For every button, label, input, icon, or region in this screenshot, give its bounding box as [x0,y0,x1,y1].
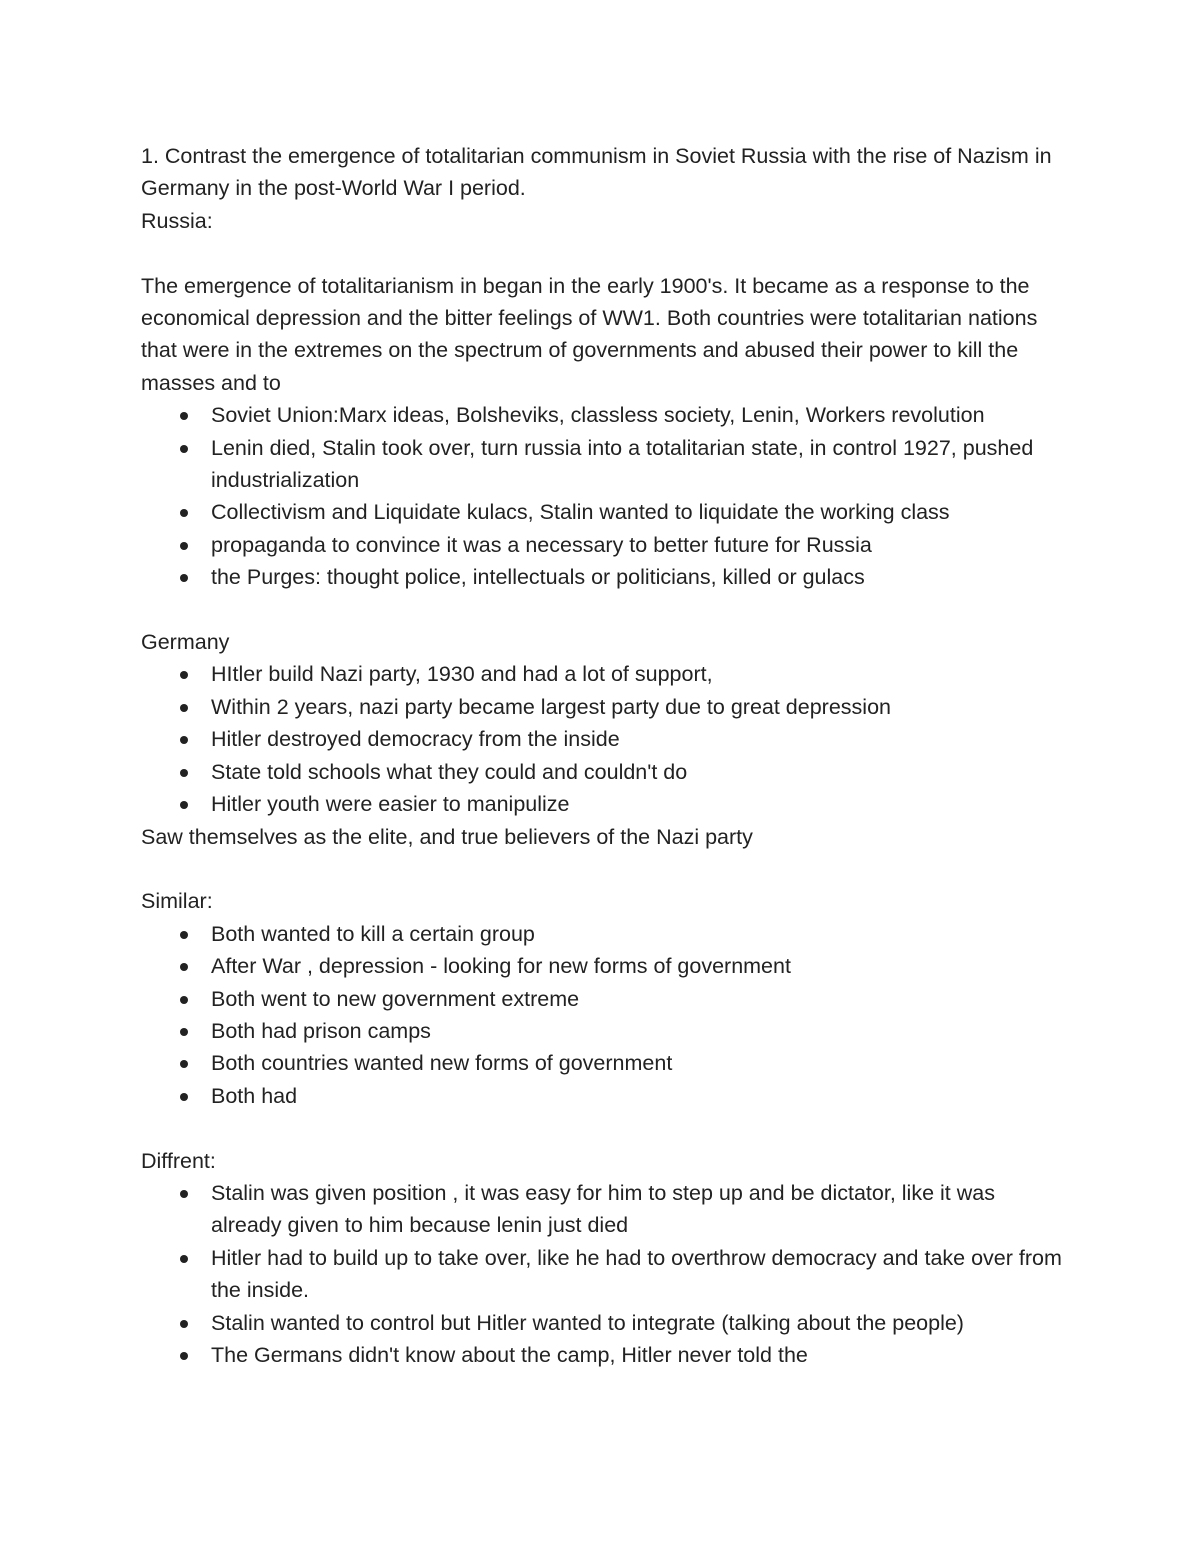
list-item-text: HItler build Nazi party, 1930 and had a lot of support, [211,662,713,687]
germany-heading: Germany [141,630,230,655]
list-item-text: Lenin died, Stalin took over, turn russia into a totalitarian state, in control 1927, pushed industrialization [211,435,1034,493]
bullet-icon [180,574,188,582]
list-item-text: Hitler youth were easier to manipulize [211,792,570,817]
bullet-icon [180,542,188,550]
bullet-icon [180,1190,188,1198]
list-item-text: Both countries wanted new forms of government [211,1051,673,1076]
bullet-icon [180,1093,188,1101]
list-item-text: Collectivism and Liquidate kulacs, Stalin wanted to liquidate the working class [211,500,950,525]
spacer [141,594,1071,626]
germany-closing: Saw themselves as the elite, and true believers of the Nazi party [141,824,753,849]
bullet-icon [180,769,188,777]
list-item [141,918,1071,950]
different-bullet-list [141,1177,1071,1371]
list-item [141,399,1071,431]
bullet-icon [180,1320,188,1328]
russia-paragraph: The emergence of totalitarianism in began in the early 1900's. It became as a response to the economical depression and the bitter feelings of WW1. Both countries were totalitarian nations that were in the extremes on the spectrum of governments and abused their power to kill the masses and to [141,273,1038,395]
bullet-icon [180,963,188,971]
list-item [141,1307,1071,1339]
list-item-text: Stalin was given position , it was easy for him to step up and be dictator, like it was already given to him because lenin just died [211,1180,995,1238]
list-item [141,950,1071,982]
list-item [141,1015,1071,1047]
list-item [141,432,1071,497]
germany-bullet-list [141,658,1071,820]
spacer [141,853,1071,885]
bullet-icon [180,509,188,517]
list-item-text: Both had prison camps [211,1018,431,1043]
list-item [141,1339,1071,1371]
list-item-text: Within 2 years, nazi party became largest party due to great depression [211,694,891,719]
list-item [141,756,1071,788]
bullet-icon [180,931,188,939]
spacer [141,1112,1071,1144]
list-item-text: Stalin wanted to control but Hitler wanted to integrate (talking about the people) [211,1310,964,1335]
bullet-icon [180,1255,188,1263]
list-item-text: Both had [211,1083,298,1108]
russia-bullet-list [141,399,1071,593]
list-item [141,529,1071,561]
list-item-text: Both wanted to kill a certain group [211,921,535,946]
bullet-icon [180,1060,188,1068]
list-item-text: After War , depression - looking for new forms of government [211,954,791,979]
similar-bullet-list [141,918,1071,1112]
list-item-text: Hitler had to build up to take over, like he had to overthrow democracy and take over from the inside. [211,1245,1062,1303]
bullet-icon [180,671,188,679]
list-item [141,1242,1071,1307]
bullet-icon [180,445,188,453]
list-item [141,723,1071,755]
bullet-icon [180,801,188,809]
bullet-icon [180,704,188,712]
list-item [141,561,1071,593]
bullet-icon [180,1028,188,1036]
list-item [141,1080,1071,1112]
bullet-icon [180,1352,188,1360]
list-item-text: Hitler destroyed democracy from the inside [211,727,620,752]
list-item-text: propaganda to convince it was a necessary to better future for Russia [211,532,872,557]
bullet-icon [180,412,188,420]
list-item-text: the Purges: thought police, intellectuals or politicians, killed or gulacs [211,565,865,590]
list-item [141,1177,1071,1242]
document-body [141,140,1071,1371]
list-item [141,788,1071,820]
similar-heading: Similar: [141,889,213,914]
bullet-icon [180,736,188,744]
list-item [141,496,1071,528]
list-item-text: State told schools what they could and couldn't do [211,759,688,784]
list-item-text: Soviet Union:Marx ideas, Bolsheviks, classless society, Lenin, Workers revolution [211,403,985,428]
list-item [141,691,1071,723]
list-item-text: Both went to new government extreme [211,986,580,1011]
list-item [141,983,1071,1015]
list-item [141,1047,1071,1079]
spacer [141,237,1071,269]
question-text: 1. Contrast the emergence of totalitarian communism in Soviet Russia with the rise of Nazism in Germany in the post-World War I period. [141,144,1052,201]
russia-heading: Russia: [141,208,213,233]
bullet-icon [180,996,188,1004]
list-item [141,658,1071,690]
different-heading: Diffrent: [141,1148,216,1173]
list-item-text: The Germans didn't know about the camp, Hitler never told the [211,1342,808,1367]
